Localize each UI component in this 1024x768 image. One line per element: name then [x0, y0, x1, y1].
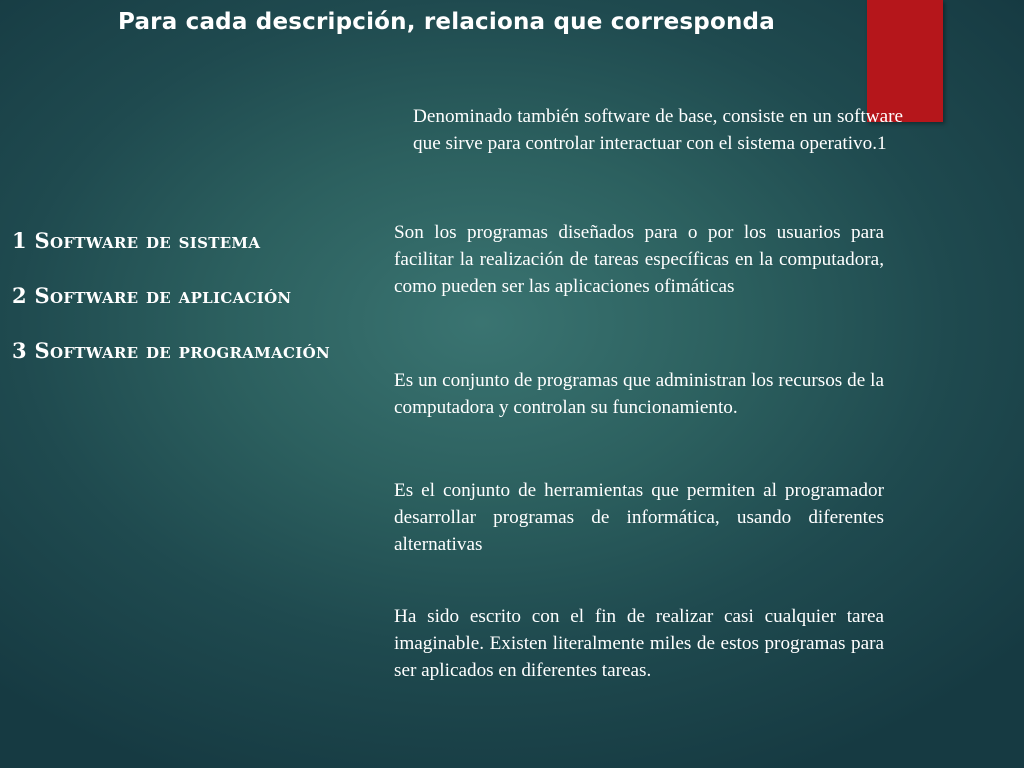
option-software-de-aplicacion: 2 Software de aplicación — [12, 283, 292, 308]
description-5: Ha sido escrito con el fin de realizar casi cualquier tarea imaginable. Existen literalmente miles de estos programas para ser aplicados en diferentes tareas. — [394, 606, 884, 681]
description-4: Es el conjunto de herramientas que permiten al programador desarrollar programas de informática, usando diferentes alternativas — [394, 480, 884, 555]
options-list — [12, 227, 330, 392]
slide-title: Para cada descripción, relaciona que corresponda — [118, 9, 775, 35]
description-3: Es un conjunto de programas que administran los recursos de la computadora y controlan su funcionamiento. — [394, 370, 884, 418]
description-2: Son los programas diseñados para o por los usuarios para facilitar la realización de tareas específicas en la computadora, como pueden ser las aplicaciones ofimáticas — [394, 222, 884, 297]
description-1: Denominado también software de base, consiste en un software que sirve para controlar interactuar con el sistema operativo.1 — [413, 106, 903, 154]
option-software-de-sistema: 1 Software de sistema — [12, 228, 261, 253]
option-software-de-programacion: 3 Software de programación — [12, 338, 330, 363]
